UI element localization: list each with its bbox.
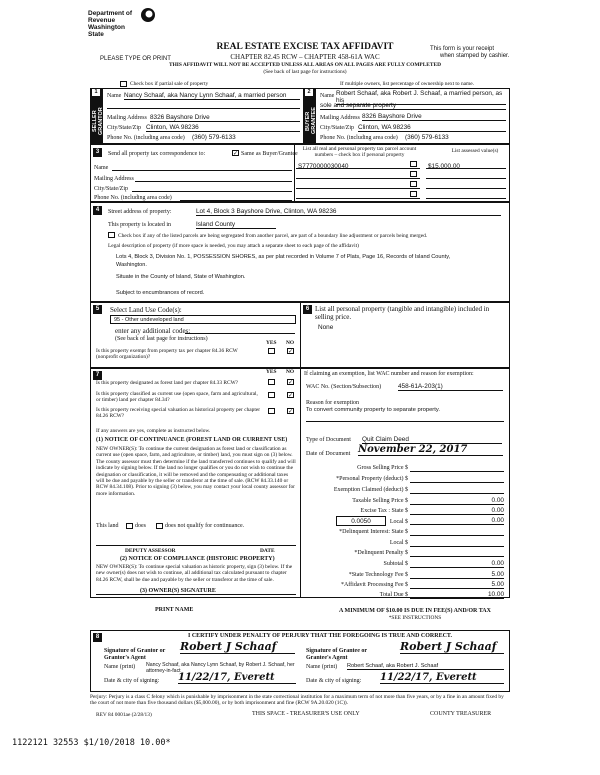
- personal-property-checkbox[interactable]: [410, 161, 417, 167]
- gross-line: [410, 471, 504, 472]
- document-type-label: Type of Document: [306, 437, 351, 443]
- forest-no: NO: [286, 369, 295, 375]
- deputy-assessor-label: DEPUTY ASSESSOR: [125, 548, 176, 554]
- additional-codes-label: enter any additional codes:: [115, 327, 191, 335]
- legal-line-2: Washington.: [116, 262, 147, 268]
- section-7-number: 7: [93, 371, 102, 380]
- local2-line: [410, 546, 504, 547]
- exempt-yes-checkbox[interactable]: [268, 348, 275, 354]
- perjury-note: Perjury: Perjury is a class C felony which is punishable by imprisonment in the state correctional institution for a maximum term of not more than five years, or by a fine in an amount fixed by the court of not more than five thousand dollars ($5,000.00), or by both imprisonment and fine (RCW 9A.20.020 (1C)).: [90, 694, 504, 707]
- grantor-date-city: 11/22/17, Everett: [178, 672, 296, 684]
- taxable-value: 0.00: [410, 497, 504, 505]
- wac-label: WAC No. (Section/Subsection): [306, 384, 382, 390]
- receipt-note-1: This form is your receipt: [430, 46, 495, 52]
- buyer-name: Robert Schaaf, aka Robert J. Schaaf, a married person, as his: [336, 90, 506, 105]
- tech-fee-value: 5.00: [410, 571, 504, 579]
- excise-state-label: Excise Tax : State $: [360, 508, 408, 514]
- forest-q1: Is this property designated as forest land per chapter 84.33 RCW?: [96, 380, 239, 386]
- seller-sidebar: [91, 89, 103, 143]
- parcel-divider: [294, 144, 295, 202]
- buyer-sidebar: [304, 89, 316, 143]
- type-or-print: PLEASE TYPE OR PRINT: [100, 56, 171, 62]
- q1-yes-checkbox[interactable]: [268, 379, 275, 385]
- del-penalty-label: *Delinquent Penalty $: [354, 550, 408, 556]
- local-label: Local $: [389, 519, 408, 525]
- corr-city-line: [132, 191, 292, 192]
- notice2-body: NEW OWNER(S): To continue special valuation as historic property, sign (3) below. If the new owner(s) does not wish to continue, all additional tax calculated pursuant to chapter 84.26 RCW, shall be due and payable by the seller or transferor at the time of sale.: [96, 564, 293, 583]
- del-interest-label: *Delinquent Interest: State $: [339, 529, 408, 535]
- seller-name-line-2: [107, 108, 300, 109]
- section-3-number: 3: [93, 148, 102, 157]
- local2-label: Local $: [389, 540, 408, 546]
- total-label: Total Due $: [379, 592, 408, 598]
- legal-line-1: Lots 4, Block 3, Division No. 1, POSSESSION SHORES, as per plat recorded in Volume 7 of Plats, Page 16, Records of Island County,: [116, 254, 451, 260]
- subtotal-value: 0.00: [410, 560, 504, 568]
- revision-code: REV 84 0001ae (2/28/13): [96, 712, 152, 718]
- does-checkbox[interactable]: [126, 523, 133, 529]
- receipt-note-2: when stamped by cashier.: [440, 53, 510, 59]
- county: Island County: [196, 221, 276, 229]
- q3-no-checkbox[interactable]: ✓: [288, 408, 294, 415]
- parcel-row: [296, 188, 420, 189]
- corr-name-label: Name: [94, 165, 109, 171]
- county-treasurer: COUNTY TREASURER: [430, 711, 492, 717]
- receipt-note: [430, 46, 540, 60]
- personal-property-label: List all personal property (tangible and intangible) included in selling price.: [315, 305, 490, 321]
- land-use-see-back: (See back of last page for instructions): [115, 336, 208, 342]
- buyer-phone: (360) 579-6133: [405, 134, 449, 141]
- seller-name-label: Name: [107, 93, 122, 99]
- local-value: 0.00: [410, 517, 504, 525]
- seller-phone-label: Phone No. (including area code): [107, 135, 185, 141]
- seller-phone: (360) 579-6133: [192, 134, 236, 141]
- does-not-checkbox[interactable]: [156, 523, 163, 529]
- additional-codes-input[interactable]: [185, 333, 295, 334]
- grantee-sig-label: Signature of Grantee or Grantee's Agent: [306, 648, 367, 661]
- grantee-signature[interactable]: Robert J Schaaf: [400, 640, 504, 654]
- legal-line-3: Situate in the County of Island, State of Washington.: [116, 274, 246, 280]
- buyer-mailing: 8326 Bayshore Drive: [362, 113, 506, 121]
- seller-mailing-label: Mailing Address: [107, 115, 147, 121]
- exemption-deduct-line: [410, 493, 504, 494]
- assessed-row: [426, 168, 506, 169]
- section-6-number: 6: [303, 305, 312, 314]
- forest-q2: Is this property classified as current use (open space, farm and agricultural, or timber) land per chapter 84.34?: [96, 391, 258, 404]
- does-label: does: [135, 523, 146, 529]
- section-4-number: 4: [93, 206, 102, 215]
- buyer-phone-label: Phone No. (including area code): [320, 135, 398, 141]
- forest-yes: YES: [266, 369, 277, 375]
- corr-city-label: City/State/Zip: [94, 186, 128, 192]
- seller-city-label: City/State/Zip: [107, 125, 141, 131]
- corr-phone-line: [180, 200, 292, 201]
- assessed-row: [426, 198, 506, 199]
- page-title: REAL ESTATE EXCISE TAX AFFIDAVIT: [216, 42, 394, 52]
- assessed-row: [426, 188, 506, 189]
- q2-no-checkbox[interactable]: ✓: [288, 392, 294, 399]
- exemption-deduct-label: Exemption Claimed (deduct) $: [333, 487, 408, 493]
- print-name-label: PRINT NAME: [155, 607, 194, 613]
- wac-number: 458-61A-203(1): [398, 383, 503, 391]
- logo-text: Department of Revenue Washington State: [88, 10, 133, 38]
- does-not-label: does not qualify for continuance.: [165, 523, 245, 529]
- parcel-number: S7770000030040: [298, 163, 349, 170]
- deputy-signature-line[interactable]: [96, 545, 296, 546]
- affidavit-fee-label: *Affidavit Processing Fee $: [340, 582, 408, 588]
- grantee-date-city: 11/22/17, Everett: [380, 672, 504, 684]
- any-yes-note: If any answers are yes, complete as instructed below.: [96, 428, 211, 434]
- section-1-number: 1: [92, 89, 100, 96]
- same-as-buyer-checkbox[interactable]: ✓: [233, 150, 239, 157]
- grantor-print-name: Nancy Schaaf, aka Nancy Lynn Schaaf, by Robert J. Schaaf, her attorney-in-fact: [146, 662, 295, 674]
- tech-fee-label: *State Technology Fee $: [348, 572, 408, 578]
- seller-name: Nancy Schaaf, aka Nancy Lynn Schaaf, a married person: [124, 92, 300, 100]
- partial-sale-label: Check box if partial sale of property: [130, 81, 209, 87]
- reason-value: To convert community property to separate property.: [306, 407, 440, 413]
- grantor-signature[interactable]: Robert J Schaaf: [180, 640, 295, 654]
- exemption-claim-label: If claiming an exemption, list WAC number and reason for exemption:: [304, 371, 474, 377]
- personal-property-checkbox[interactable]: [410, 181, 417, 187]
- legal-line-4: Subject to encumbrances of record.: [116, 290, 205, 296]
- document-date-label: Date of Document: [306, 451, 351, 457]
- local-rate: 0.0050: [336, 516, 386, 526]
- seller-city: Clinton, WA 98236: [146, 124, 300, 132]
- parcel-header: List all real and personal property tax parcel account numbers – check box if personal property: [302, 146, 417, 159]
- notice1-body: NEW OWNER(S): To continue the current designation as forest land or classification as current use (open space, farm, and agriculture, or timber) land, you must sign on (3) below. The county assessor must then determine if the land transferred continues to qualify and will indicate by signing below. If the land no longer qualifies or you do not wish to continue the designation or classification, it will be removed and the compensating or additional taxes will be due and payable by the seller or transferor at the time of sale. (RCW 84.33.140 or RCW 84.34.108). Prior to signing (3) below, you may contact your local county assessor for more information.: [96, 446, 296, 497]
- logo: [88, 6, 158, 38]
- q1-no-checkbox[interactable]: ✓: [288, 379, 294, 386]
- segregated-checkbox[interactable]: [108, 232, 115, 238]
- buyer-name-2: sole and separate property: [320, 102, 506, 110]
- gross-label: Gross Selling Price $: [357, 465, 408, 471]
- corr-name-line: [112, 170, 292, 171]
- owner-signature-label: (3) OWNER(S) SIGNATURE: [140, 588, 216, 594]
- buyer-name-label: Name: [320, 93, 335, 99]
- buyer-city-label: City/State/Zip: [320, 125, 354, 131]
- reason-line: [306, 421, 504, 422]
- this-land-label: This land: [96, 523, 119, 529]
- same-as-buyer-label: Same as Buyer/Grantee: [241, 151, 298, 157]
- legal-label: Legal description of property (if more space is needed, you may attach a separate sheet to each page of the affidavit): [108, 243, 359, 249]
- see-instructions: (See back of last page for instructions): [263, 69, 347, 75]
- parcel-row: [296, 178, 420, 179]
- county-label: This property is located in: [108, 222, 171, 228]
- del-interest-line: [410, 535, 504, 536]
- corr-mailing-line: [135, 181, 292, 182]
- assessed-header: List assessed value(s): [451, 148, 499, 154]
- forest-q3: Is this property receiving special valuation as historical property per chapter 84.26 RCW?: [96, 407, 261, 420]
- parcel-row: [296, 168, 420, 169]
- land-use-label: Select Land Use Code(s):: [110, 306, 182, 314]
- section-8-number: 8: [93, 633, 102, 642]
- grantor-sig-label: Signature of Grantor or Grantor's Agent: [104, 648, 166, 661]
- treasurer-space: THIS SPACE - TREASURER'S USE ONLY: [252, 711, 360, 717]
- seller-label: SELLER GRANTOR: [92, 107, 104, 135]
- logo-mark: [140, 6, 156, 24]
- exempt-no-checkbox[interactable]: ✓: [288, 348, 294, 355]
- street-label: Street address of property:: [108, 209, 172, 215]
- taxable-label: Taxable Selling Price $: [352, 498, 408, 504]
- notice2-title: (2) NOTICE OF COMPLIANCE (HISTORIC PROPERTY): [120, 556, 275, 562]
- tax-see-instructions: *SEE INSTRUCTIONS: [388, 615, 442, 621]
- excise-state-value: 0.00: [410, 507, 504, 515]
- personal-property-value: None: [318, 324, 334, 331]
- personal-deduct-line: [410, 482, 504, 483]
- recording-stamp: 1122121 32553 $1/10/2018 10.00*: [12, 738, 171, 748]
- subtitle: CHAPTER 82.45 RCW – CHAPTER 458-61A WAC: [230, 53, 380, 61]
- land-use-no: NO: [286, 340, 295, 346]
- warning: THIS AFFIDAVIT WILL NOT BE ACCEPTED UNLESS ALL AREAS ON ALL PAGES ARE FULLY COMPLETED: [168, 62, 441, 68]
- del-penalty-line: [410, 556, 504, 557]
- personal-property-checkbox[interactable]: [410, 171, 417, 177]
- notice1-title: (1) NOTICE OF CONTINUANCE (FOREST LAND OR CURRENT USE): [96, 437, 288, 443]
- grantee-date-label: Date & city of signing:: [306, 678, 362, 684]
- partial-sale-checkbox[interactable]: [120, 81, 127, 87]
- deputy-date-label: DATE: [260, 548, 275, 554]
- document-type: Quit Claim Deed: [362, 436, 502, 444]
- personal-deduct-label: *Personal Property (deduct) $: [336, 476, 408, 482]
- assessed-value: $15,000.00: [428, 163, 460, 170]
- personal-property-checkbox[interactable]: [410, 191, 417, 197]
- affidavit-fee-value: 5.00: [410, 581, 504, 589]
- minimum-due-note: A MINIMUM OF $10.00 IS DUE IN FEE(S) AND/OR TAX: [339, 608, 491, 614]
- property-section: [90, 202, 510, 302]
- corr-mailing-label: Mailing Address: [94, 176, 134, 182]
- segregated-label: Check box if any of the listed parcels are being segregated from another parcel, are part of a boundary line adjustment or parcels being merged.: [118, 233, 428, 239]
- reason-label: Reason for exemption: [306, 400, 359, 406]
- subtotal-label: Subtotal $: [383, 561, 408, 567]
- correspondence-label: Send all property tax correspondence to:: [108, 151, 206, 157]
- buyer-label: BUYER GRANTEE: [305, 107, 317, 135]
- grantor-name-label: Name (print): [104, 664, 136, 670]
- grantor-date-label: Date & city of signing:: [104, 678, 160, 684]
- seller-mailing: 8326 Bayshore Drive: [150, 114, 300, 122]
- document-date: November 22, 2017: [358, 444, 503, 456]
- grantee-print-name: Robert Schaaf, aka Robert J. Schaaf: [347, 663, 504, 670]
- section-2-number: 2: [305, 89, 313, 96]
- land-use-yes: YES: [266, 340, 277, 346]
- parcel-row: [296, 198, 420, 199]
- section-5-number: 5: [93, 305, 102, 314]
- corr-phone-label: Phone No. (including area code): [94, 195, 172, 201]
- grantee-name-label: Name (print): [306, 664, 338, 670]
- buyer-city: Clinton, WA 98236: [358, 124, 506, 132]
- buyer-mailing-label: Mailing Address: [320, 115, 360, 121]
- street-address: Lot 4, Block 3 Bayshore Drive, Clinton, WA 98236: [196, 208, 501, 216]
- q2-yes-checkbox[interactable]: [268, 392, 275, 398]
- assessed-row: [426, 178, 506, 179]
- land-use-select[interactable]: 95 - Other undeveloped land: [110, 315, 296, 324]
- q3-yes-checkbox[interactable]: [268, 408, 275, 414]
- certify-text: I CERTIFY UNDER PENALTY OF PERJURY THAT THE FOREGOING IS TRUE AND CORRECT.: [187, 633, 452, 639]
- owner-signature-line[interactable]: [96, 594, 296, 595]
- exempt-question: Is this property exempt from property tax per chapter 84.36 RCW (nonprofit organization)?: [96, 348, 238, 361]
- multiple-owners-note: If multiple owners, list percentage of ownership next to name.: [340, 81, 474, 87]
- total-value: 10.00: [410, 591, 504, 599]
